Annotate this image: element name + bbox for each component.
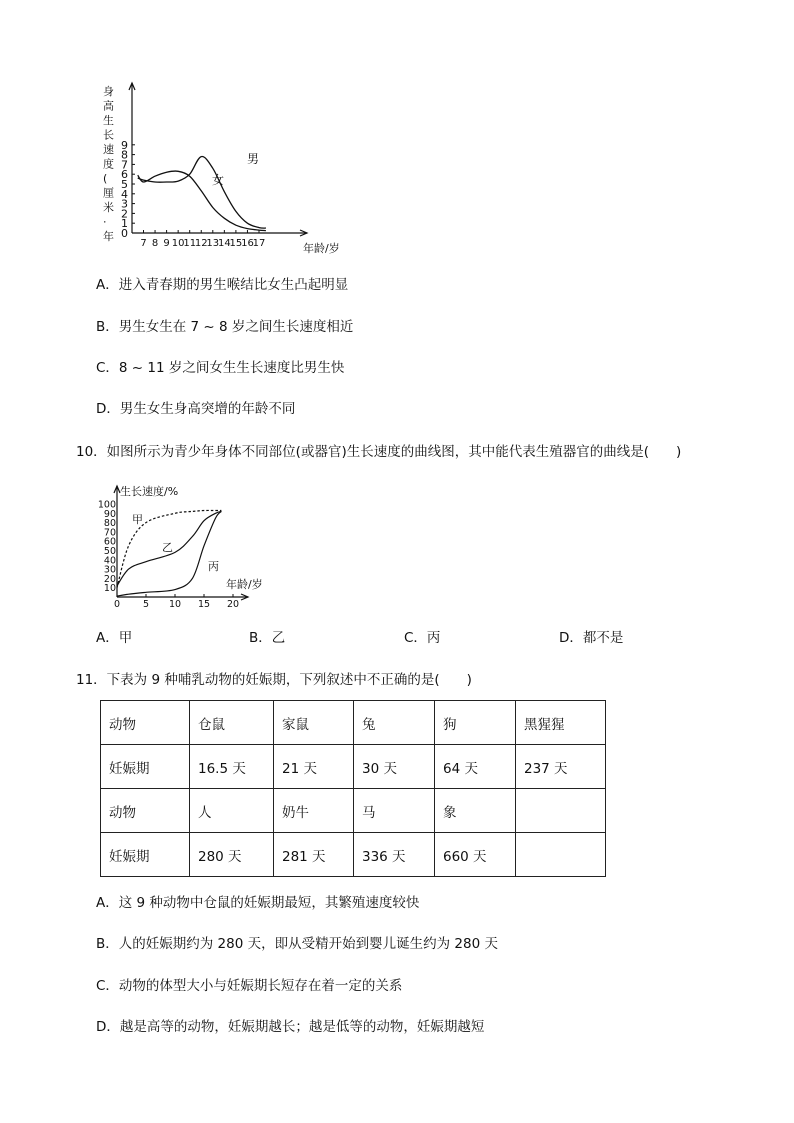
female-curve-label: 女 <box>212 173 225 187</box>
y-tick-label: 2 <box>121 207 128 221</box>
table-cell: 奶牛 <box>274 789 354 833</box>
y-tick-label: 90 <box>103 508 116 520</box>
x-axis-label: 年龄/岁 <box>303 242 340 255</box>
table-cell: 280 天 <box>190 833 274 877</box>
q10-option-c: C．丙 <box>404 630 441 646</box>
female-curve <box>138 171 266 231</box>
y-tick-label: 80 <box>103 518 116 530</box>
y-label-char: 米 <box>103 201 114 214</box>
y-label-char: 度 <box>103 157 114 171</box>
y-tick-label: 4 <box>121 187 128 201</box>
x-axis-label: 年龄/岁 <box>226 578 263 591</box>
table-cell: 64 天 <box>435 745 516 789</box>
table-cell: 象 <box>435 789 516 833</box>
y-tick-label: 7 <box>121 158 128 172</box>
x-tick-label: 10 <box>168 599 182 610</box>
y-tick-label: 6 <box>121 168 128 182</box>
table-cell: 妊娠期 <box>101 833 190 877</box>
y-tick-label: 60 <box>103 536 116 548</box>
table-row <box>101 833 606 877</box>
x-tick-label: 9 <box>163 238 170 249</box>
q10-option-d: D．都不是 <box>559 630 624 646</box>
y-tick-label: 3 <box>121 197 128 211</box>
table-cell: 狗 <box>435 701 516 745</box>
table-row <box>101 701 606 745</box>
x-tick-label: 16 <box>241 238 254 249</box>
table-cell: 660 天 <box>435 833 516 877</box>
male-curve-label: 男 <box>247 152 260 166</box>
y-tick-label: 10 <box>103 583 116 595</box>
table-cell: 281 天 <box>274 833 354 877</box>
table-cell: 马 <box>354 789 435 833</box>
y-tick-label: 30 <box>103 564 116 576</box>
y-tick-label: 20 <box>103 573 116 585</box>
y-label-char: 年 <box>103 230 114 243</box>
x-tick-label: 15 <box>197 599 211 610</box>
x-tick-label: 7 <box>140 238 147 249</box>
q10-option-a: A．甲 <box>96 630 133 646</box>
y-tick-label: 50 <box>103 546 116 557</box>
q9-option-c: C．8 ~ 11 岁之间女生生长速度比男生快 <box>96 360 345 376</box>
x-tick-label: 14 <box>217 238 231 249</box>
q11-option-a: A．这 9 种动物中仓鼠的妊娠期最短，其繁殖速度较快 <box>96 895 420 911</box>
table-cell <box>516 789 606 833</box>
x-tick-label: 0 <box>113 599 121 610</box>
y-tick-label: 100 <box>98 499 116 511</box>
y-tick-labels <box>121 139 135 240</box>
table-row <box>101 745 606 789</box>
q9-option-d: D．男生女生身高突增的年龄不同 <box>96 401 296 417</box>
table-cell: 黑猩猩 <box>516 701 606 745</box>
q10-option-b: B．乙 <box>249 630 286 646</box>
curve-label-yi: 乙 <box>162 541 173 554</box>
curve-label-jia: 甲 <box>132 513 143 526</box>
y-axis-label: 生长速度/% <box>120 485 179 498</box>
y-label-char: 身 <box>103 85 114 98</box>
y-tick-label: 0 <box>121 227 128 240</box>
q11-option-d: D．越是高等的动物，妊娠期越长；越是低等的动物，妊娠期越短 <box>96 1019 485 1035</box>
x-tick-label: 11 <box>183 238 197 249</box>
y-label-char: · <box>103 215 107 229</box>
table-cell: 16.5 天 <box>190 745 274 789</box>
q11-option-b: B．人的妊娠期约为 280 天，即从受精开始到婴儿诞生约为 280 天 <box>96 936 498 952</box>
y-tick-label: 9 <box>121 138 128 152</box>
table-cell <box>516 833 606 877</box>
table-cell: 动物 <box>101 701 190 745</box>
x-tick-label: 8 <box>151 238 159 249</box>
table-cell: 妊娠期 <box>101 745 190 789</box>
curve-label-bing: 丙 <box>208 560 219 573</box>
q10-stem: 10．如图所示为青少年身体不同部位(或器官)生长速度的曲线图，其中能代表生殖器官的曲线是( ) <box>76 444 682 460</box>
x-tick-label: 13 <box>206 238 220 249</box>
x-tick-label: 20 <box>226 599 240 610</box>
x-tick-label: 5 <box>142 599 150 610</box>
y-label-char: ( <box>103 172 108 185</box>
y-label-char: 速 <box>103 143 114 156</box>
y-label-char: 长 <box>103 128 114 142</box>
chart-lines <box>138 157 266 231</box>
q9-option-b: B．男生女生在 7 ~ 8 岁之间生长速度相近 <box>96 319 354 335</box>
y-tick-label: 70 <box>103 527 116 539</box>
table-cell: 237 天 <box>516 745 606 789</box>
x-tick-label: 17 <box>252 238 266 249</box>
q11-stem: 11．下表为 9 种哺乳动物的妊娠期，下列叙述中不正确的是( ) <box>76 672 472 688</box>
table-cell: 人 <box>190 789 274 833</box>
table-cell: 336 天 <box>354 833 435 877</box>
organ-growth-chart <box>98 482 288 612</box>
x-tick-label: 15 <box>229 238 243 249</box>
y-label-char: 生 <box>103 114 114 127</box>
table-cell: 动物 <box>101 789 190 833</box>
y-axis-label <box>103 85 114 243</box>
table-cell: 30 天 <box>354 745 435 789</box>
y-tick-label: 40 <box>103 555 116 567</box>
x-tick-label: 10 <box>171 238 185 249</box>
gestation-table <box>100 700 606 877</box>
table-cell: 兔 <box>354 701 435 745</box>
y-tick-labels <box>98 500 116 595</box>
height-growth-chart <box>95 75 365 260</box>
y-label-char: 厘 <box>103 186 114 200</box>
table-cell: 仓鼠 <box>190 701 274 745</box>
table-cell: 21 天 <box>274 745 354 789</box>
x-tick-label: 12 <box>194 238 208 249</box>
y-tick-label: 1 <box>121 217 128 231</box>
y-tick-label: 5 <box>121 178 128 191</box>
table-cell: 家鼠 <box>274 701 354 745</box>
q9-option-a: A．进入青春期的男生喉结比女生凸起明显 <box>96 277 349 293</box>
y-label-char: 高 <box>103 99 114 113</box>
y-tick-label: 8 <box>121 148 128 162</box>
table-row <box>101 789 606 833</box>
q11-option-c: C．动物的体型大小与妊娠期长短存在着一定的关系 <box>96 978 403 994</box>
